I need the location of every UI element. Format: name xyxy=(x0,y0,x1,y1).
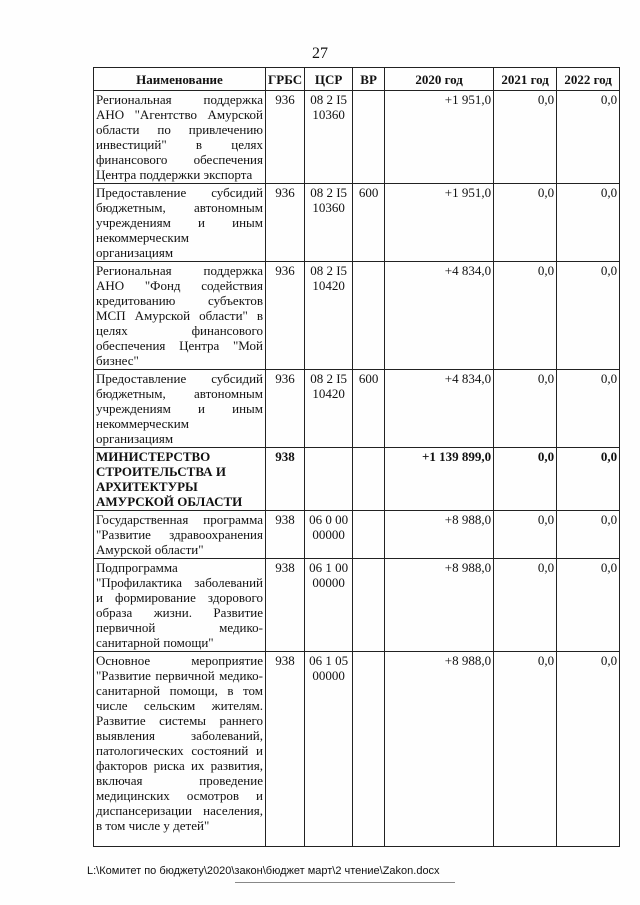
header-2021: 2021 год xyxy=(494,68,557,91)
row-2020: +8 988,0 xyxy=(385,511,494,559)
row-2021: 0,0 xyxy=(494,511,557,559)
header-grbs: ГРБС xyxy=(266,68,305,91)
row-2022: 0,0 xyxy=(557,559,620,652)
row-2022: 0,0 xyxy=(557,652,620,847)
row-vr xyxy=(353,559,385,652)
row-csr xyxy=(305,448,353,511)
row-grbs: 936 xyxy=(266,370,305,448)
table-row xyxy=(94,448,620,511)
row-name: Подпрограмма "Профилактика заболеваний и формирование здорового образа жизни. Развитие первичной медико-санитарной помощи" xyxy=(94,559,266,652)
row-name: Государственная программа "Развитие здравоохранения Амурской области" xyxy=(94,511,266,559)
row-csr: 06 0 00 00000 xyxy=(305,511,353,559)
table-header-row xyxy=(94,68,620,91)
budget-table xyxy=(93,67,620,847)
row-csr: 08 2 I5 10420 xyxy=(305,262,353,370)
row-2020: +1 951,0 xyxy=(385,184,494,262)
row-2022: 0,0 xyxy=(557,262,620,370)
row-grbs: 938 xyxy=(266,652,305,847)
header-vr: ВР xyxy=(353,68,385,91)
row-name: Региональная поддержка АНО "Фонд содействия кредитованию субъектов МСП Амурской области" в целях финансового обеспечения Центра "Мой бизнес" xyxy=(94,262,266,370)
row-csr: 06 1 00 00000 xyxy=(305,559,353,652)
row-2022: 0,0 xyxy=(557,370,620,448)
header-2020: 2020 год xyxy=(385,68,494,91)
row-2021: 0,0 xyxy=(494,184,557,262)
row-csr: 08 2 I5 10420 xyxy=(305,370,353,448)
row-name: Предоставление субсидий бюджетным, автономным учреждениям и иным некоммерческим организациям xyxy=(94,370,266,448)
table-row xyxy=(94,184,620,262)
row-grbs: 936 xyxy=(266,91,305,184)
row-vr xyxy=(353,262,385,370)
row-2022: 0,0 xyxy=(557,184,620,262)
table-row xyxy=(94,652,620,847)
row-2020: +8 988,0 xyxy=(385,652,494,847)
table-row xyxy=(94,262,620,370)
footer-divider xyxy=(235,882,455,883)
row-csr: 06 1 05 00000 xyxy=(305,652,353,847)
row-2021: 0,0 xyxy=(494,559,557,652)
page-number: 27 xyxy=(312,45,328,62)
row-grbs: 938 xyxy=(266,448,305,511)
table-row xyxy=(94,91,620,184)
row-name: МИНИСТЕРСТВО СТРОИТЕЛЬСТВА И АРХИТЕКТУРЫ АМУРСКОЙ ОБЛАСТИ xyxy=(94,448,266,511)
row-grbs: 936 xyxy=(266,184,305,262)
row-2022: 0,0 xyxy=(557,511,620,559)
row-vr xyxy=(353,652,385,847)
row-csr: 08 2 I5 10360 xyxy=(305,184,353,262)
row-2021: 0,0 xyxy=(494,652,557,847)
table-row xyxy=(94,511,620,559)
header-2022: 2022 год xyxy=(557,68,620,91)
row-name: Предоставление субсидий бюджетным, автономным учреждениям и иным некоммерческим организациям xyxy=(94,184,266,262)
row-2022: 0,0 xyxy=(557,448,620,511)
table-row xyxy=(94,559,620,652)
row-vr xyxy=(353,511,385,559)
row-2021: 0,0 xyxy=(494,370,557,448)
row-name: Основное мероприятие "Развитие первичной медико-санитарной помощи, в том числе сельским жителям. Развитие системы раннего выявления заболеваний, патологических состояний и факторов риска их развития, включая проведение медицинских осмотров и диспансеризации населения, в том числе у детей" xyxy=(94,652,266,847)
table-row xyxy=(94,370,620,448)
footer-file-path: L:\Комитет по бюджету\2020\закон\бюджет март\2 чтение\Zakon.docx xyxy=(87,865,440,877)
row-vr: 600 xyxy=(353,184,385,262)
row-2020: +4 834,0 xyxy=(385,370,494,448)
row-2020: +4 834,0 xyxy=(385,262,494,370)
row-vr xyxy=(353,448,385,511)
row-2021: 0,0 xyxy=(494,262,557,370)
row-vr: 600 xyxy=(353,370,385,448)
row-2020: +1 139 899,0 xyxy=(385,448,494,511)
row-grbs: 938 xyxy=(266,511,305,559)
row-grbs: 938 xyxy=(266,559,305,652)
row-2020: +8 988,0 xyxy=(385,559,494,652)
row-2020: +1 951,0 xyxy=(385,91,494,184)
row-grbs: 936 xyxy=(266,262,305,370)
header-csr: ЦСР xyxy=(305,68,353,91)
row-2021: 0,0 xyxy=(494,91,557,184)
row-2021: 0,0 xyxy=(494,448,557,511)
row-vr xyxy=(353,91,385,184)
row-name: Региональная поддержка АНО "Агентство Амурской области по привлечению инвестиций" в целях финансового обеспечения Центра поддержки экспорта xyxy=(94,91,266,184)
row-2022: 0,0 xyxy=(557,91,620,184)
row-csr: 08 2 I5 10360 xyxy=(305,91,353,184)
header-name: Наименование xyxy=(94,68,266,91)
